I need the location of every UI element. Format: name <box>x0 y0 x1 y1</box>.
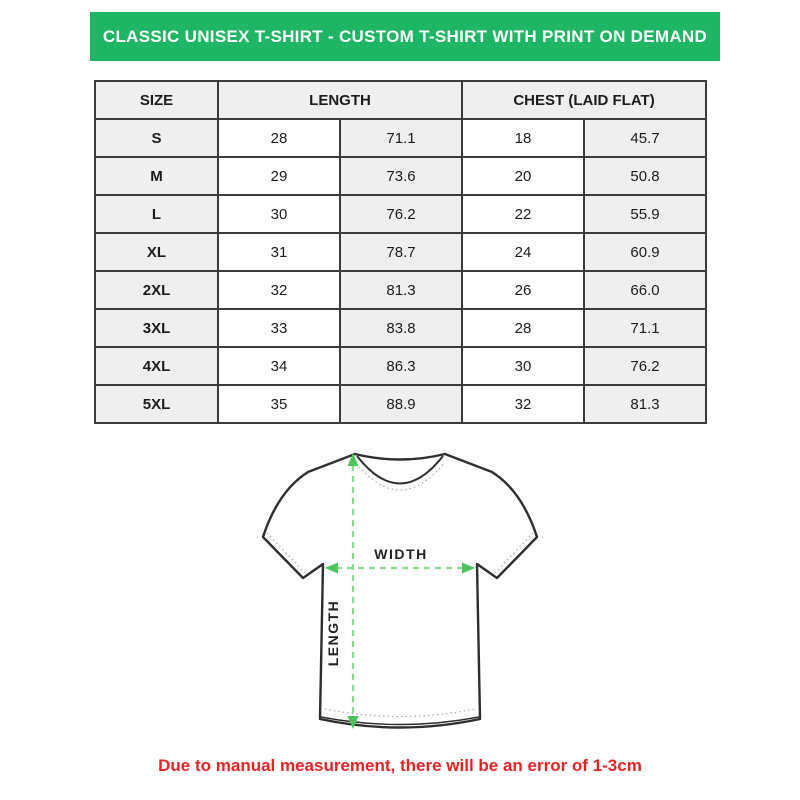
value-cell: 88.9 <box>340 385 462 423</box>
length-label: LENGTH <box>325 599 341 667</box>
table-row <box>95 195 706 233</box>
table-row <box>95 157 706 195</box>
value-cell: 32 <box>462 385 584 423</box>
width-label: WIDTH <box>374 546 428 562</box>
value-cell: 71.1 <box>584 309 706 347</box>
table-row <box>95 271 706 309</box>
value-cell: 28 <box>462 309 584 347</box>
table-header-row <box>95 81 706 119</box>
size-table-body <box>95 119 706 423</box>
column-header-size: SIZE <box>95 81 218 119</box>
value-cell: 24 <box>462 233 584 271</box>
value-cell: 71.1 <box>340 119 462 157</box>
size-cell: 2XL <box>95 271 218 309</box>
value-cell: 35 <box>218 385 340 423</box>
value-cell: 18 <box>462 119 584 157</box>
tshirt-outline <box>263 454 537 728</box>
value-cell: 30 <box>462 347 584 385</box>
tshirt-svg <box>250 445 550 745</box>
value-cell: 73.6 <box>340 157 462 195</box>
value-cell: 50.8 <box>584 157 706 195</box>
value-cell: 34 <box>218 347 340 385</box>
value-cell: 83.8 <box>340 309 462 347</box>
value-cell: 20 <box>462 157 584 195</box>
value-cell: 76.2 <box>340 195 462 233</box>
value-cell: 30 <box>218 195 340 233</box>
value-cell: 31 <box>218 233 340 271</box>
size-cell: XL <box>95 233 218 271</box>
size-cell: L <box>95 195 218 233</box>
value-cell: 55.9 <box>584 195 706 233</box>
value-cell: 78.7 <box>340 233 462 271</box>
size-cell: 4XL <box>95 347 218 385</box>
size-cell: M <box>95 157 218 195</box>
title-banner <box>90 12 720 61</box>
column-header-chest: CHEST (LAID FLAT) <box>462 81 706 119</box>
measurement-disclaimer: Due to manual measurement, there will be an error of 1-3cm <box>158 756 642 775</box>
value-cell: 22 <box>462 195 584 233</box>
value-cell: 60.9 <box>584 233 706 271</box>
value-cell: 33 <box>218 309 340 347</box>
page-title: CLASSIC UNISEX T-SHIRT - CUSTOM T-SHIRT WITH PRINT ON DEMAND <box>102 26 708 46</box>
size-cell: 5XL <box>95 385 218 423</box>
size-cell: S <box>95 119 218 157</box>
column-header-length: LENGTH <box>218 81 462 119</box>
value-cell: 81.3 <box>340 271 462 309</box>
value-cell: 45.7 <box>584 119 706 157</box>
table-row <box>95 233 706 271</box>
tshirt-diagram <box>250 445 550 745</box>
size-chart-table <box>94 80 707 424</box>
value-cell: 26 <box>462 271 584 309</box>
value-cell: 81.3 <box>584 385 706 423</box>
value-cell: 32 <box>218 271 340 309</box>
table-row <box>95 347 706 385</box>
table-row <box>95 385 706 423</box>
value-cell: 76.2 <box>584 347 706 385</box>
size-cell: 3XL <box>95 309 218 347</box>
table-row <box>95 309 706 347</box>
value-cell: 86.3 <box>340 347 462 385</box>
value-cell: 66.0 <box>584 271 706 309</box>
table-row <box>95 119 706 157</box>
value-cell: 29 <box>218 157 340 195</box>
value-cell: 28 <box>218 119 340 157</box>
